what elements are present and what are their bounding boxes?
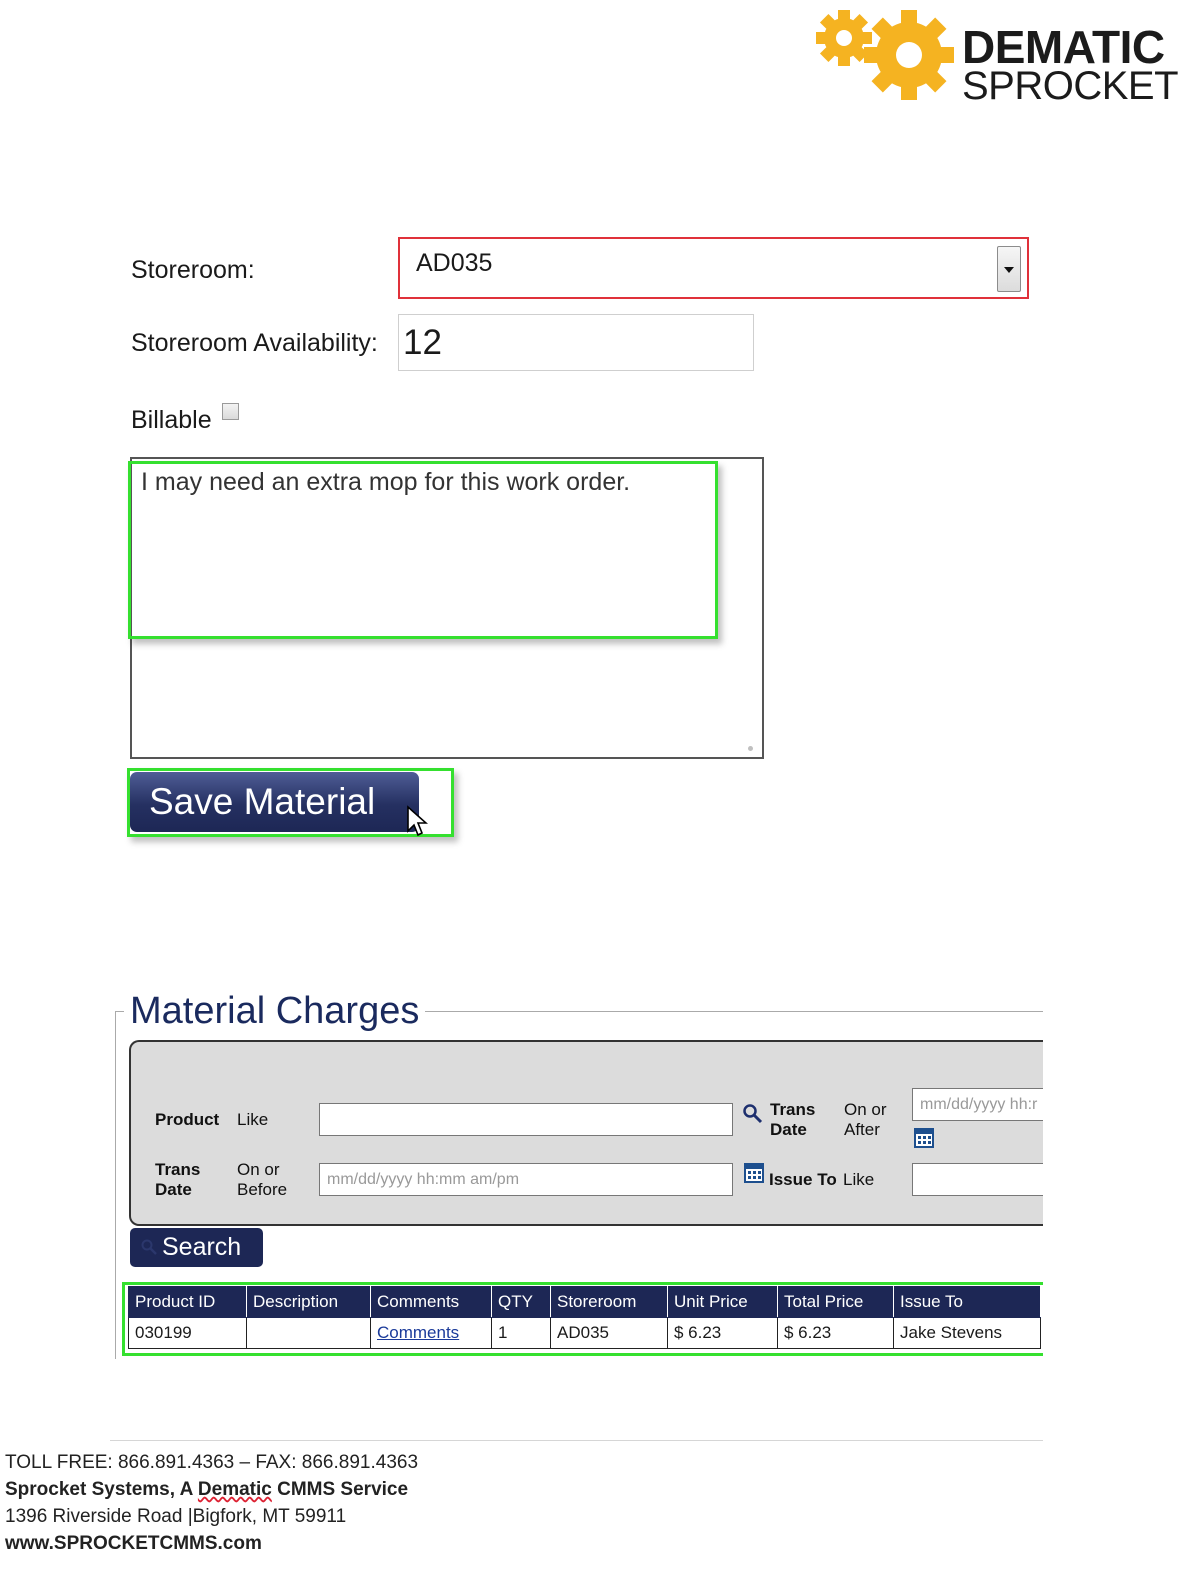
billable-label: Billable [131,406,212,434]
column-header-unit-price[interactable]: Unit Price [668,1287,778,1318]
cell-product-id: 030199 [129,1318,247,1349]
issue-to-input[interactable] [912,1163,1043,1196]
cell-qty: 1 [492,1318,551,1349]
column-header-qty[interactable]: QTY [492,1287,551,1318]
footer-company-part-3: CMMS Service [271,1479,409,1500]
cell-total-price: $ 6.23 [778,1318,894,1349]
cell-storeroom: AD035 [551,1318,668,1349]
issue-to-operator: Like [843,1170,875,1189]
chevron-down-icon[interactable] [997,246,1021,292]
mouse-cursor-icon [406,805,428,837]
product-filter-label: Product [155,1110,220,1129]
storeroom-label: Storeroom: [131,256,255,284]
cell-description [247,1318,371,1349]
on-or-after-label-2: After [844,1120,880,1139]
storeroom-availability-label: Storeroom Availability: [131,329,378,357]
logo-text-sprocket: SPROCKET [962,64,1179,108]
column-header-total-price[interactable]: Total Price [778,1287,894,1318]
on-or-before-label-1: On or [237,1160,280,1179]
footer-company-part-2: Dematic [197,1479,272,1500]
logo-text-dematic: DEMATIC [962,21,1165,73]
on-or-after-label-1: On or [844,1100,887,1119]
trans-date-before-input[interactable]: mm/dd/yyyy hh:mm am/pm [319,1163,733,1196]
column-header-storeroom[interactable]: Storeroom [551,1287,668,1318]
table-header-row [129,1287,1041,1318]
dematic-sprocket-logo [812,8,1182,108]
product-input[interactable] [319,1103,733,1136]
column-header-comments[interactable]: Comments [371,1287,492,1318]
resize-grip-icon[interactable] [748,746,753,751]
trans-date-after-label-2: Date [770,1120,807,1139]
footer-divider [110,1440,1043,1441]
billable-checkbox[interactable] [222,403,239,420]
footer-company [5,1479,408,1501]
column-header-issue-to[interactable]: Issue To [894,1287,1041,1318]
storeroom-select[interactable] [398,237,1029,299]
column-header-product-id[interactable]: Product ID [129,1287,247,1318]
material-charges-title: Material Charges [124,990,425,1033]
column-header-description[interactable]: Description [247,1287,371,1318]
storeroom-availability-field [398,314,754,371]
trans-date-before-label-1: Trans [155,1160,201,1179]
material-charges-table [128,1286,1041,1349]
footer-phone: TOLL FREE: 866.891.4363 – FAX: 866.891.4363 [5,1452,419,1473]
issue-to-label: Issue To [769,1170,837,1189]
trans-date-before-label-2: Date [155,1180,192,1199]
gear-icon [812,8,962,108]
trans-date-after-label-1: Trans [770,1100,816,1119]
table-row [129,1318,1041,1349]
calendar-icon[interactable] [744,1163,764,1183]
search-icon [140,1238,158,1256]
comment-text: I may need an extra mop for this work order. [141,468,631,496]
cell-unit-price: $ 6.23 [668,1318,778,1349]
save-material-button[interactable]: Save Material [130,772,419,832]
search-button[interactable]: Search [130,1228,263,1267]
on-or-before-label-2: Before [237,1180,288,1199]
cell-issue-to: Jake Stevens [894,1318,1041,1349]
product-filter-operator: Like [237,1110,269,1129]
storeroom-selected-value: AD035 [416,249,493,277]
cell-comments [371,1318,492,1349]
footer-website: www.SPROCKETCMMS.com [5,1533,262,1554]
footer-company-part-1: Sprocket Systems, A [5,1479,198,1500]
trans-date-after-input[interactable]: mm/dd/yyyy hh:r [912,1088,1043,1121]
comments-link[interactable]: Comments [377,1323,460,1342]
calendar-icon[interactable] [914,1128,934,1148]
search-icon[interactable] [742,1103,764,1125]
footer-address: 1396 Riverside Road |Bigfork, MT 59911 [5,1506,347,1527]
storeroom-availability-value: 12 [403,323,442,362]
